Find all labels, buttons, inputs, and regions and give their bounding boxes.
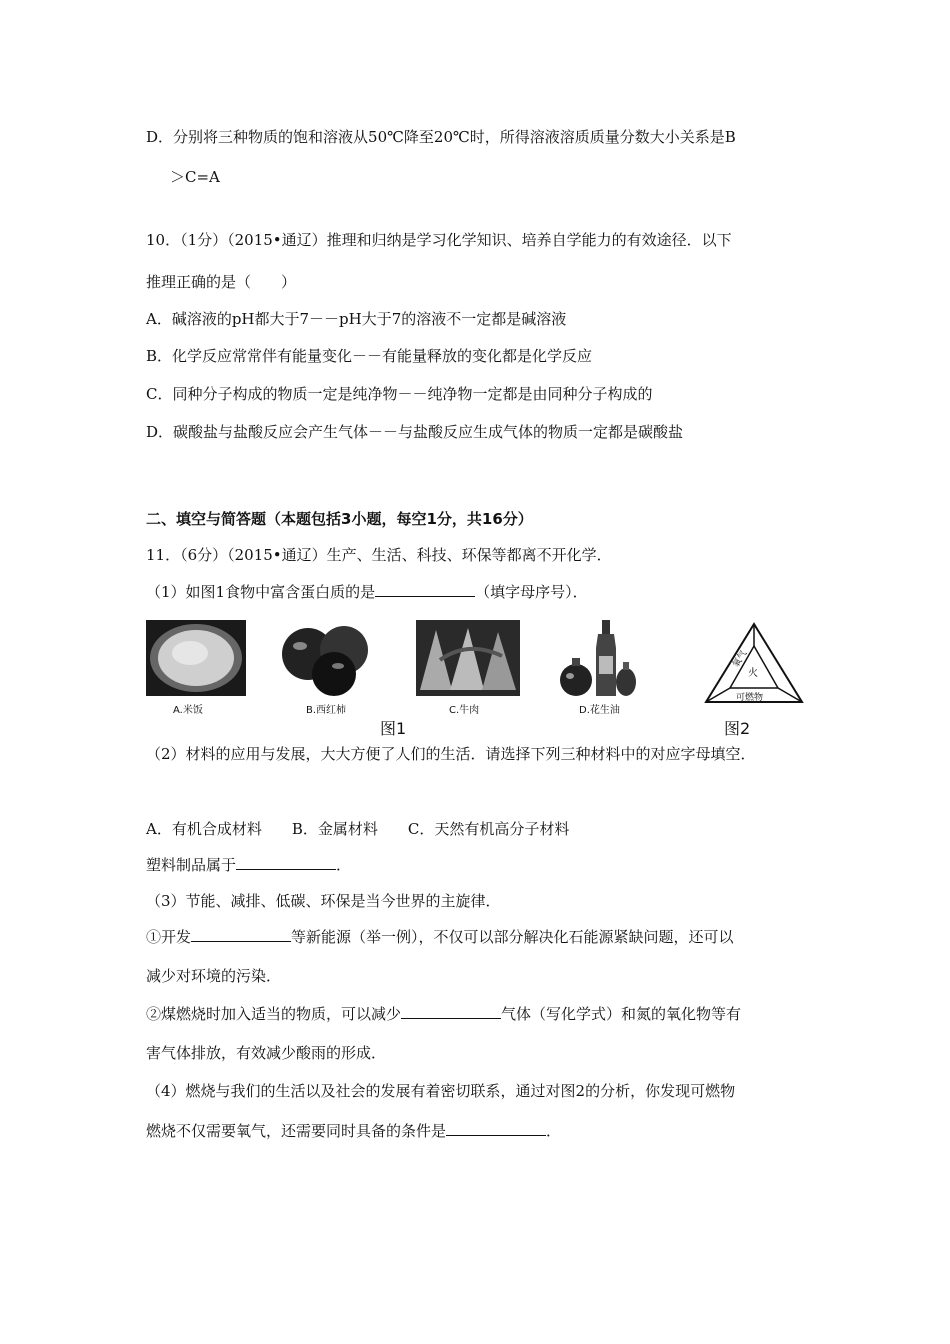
- q10-option-d: D．碳酸盐与盐酸反应会产生气体－－与盐酸反应生成气体的物质一定都是碳酸盐: [146, 423, 684, 441]
- caption-b: B.西红柿: [306, 705, 347, 716]
- q11-part3-i-text: ①开发: [146, 928, 192, 946]
- q10-option-c: C．同种分子构成的物质一定是纯净物－－纯净物一定都是由同种分子构成的: [146, 385, 653, 403]
- q11-part3-ii-text2: 气体（写化学式）和氮的氧化物等有: [501, 1005, 742, 1023]
- q11-part3-ii-line2: 害气体排放，有效减少酸雨的形成．: [146, 1044, 387, 1062]
- q11-part4-suffix: ．: [546, 1122, 562, 1140]
- q9-option-d-line2: ＞C=A: [170, 168, 220, 186]
- q11-part3-ii-text: ②煤燃烧时加入适当的物质，可以减少: [146, 1005, 402, 1023]
- q11-part4-line2: [146, 1121, 561, 1141]
- q11-part2-question: [146, 855, 351, 875]
- q11-part3-i: [146, 927, 734, 947]
- section-heading: 二、填空与简答题（本题包括3小题，每空1分，共16分）: [146, 510, 533, 528]
- beef-image: [416, 620, 520, 696]
- answer-blank[interactable]: [236, 855, 336, 870]
- figure-1-label: 图1: [380, 719, 407, 738]
- q11-part2-line1: （2）材料的应用与发展，大大方便了人们的生活．请选择下列三种材料中的对应字母填空．: [146, 745, 756, 763]
- answer-blank[interactable]: [401, 1004, 501, 1019]
- answer-blank[interactable]: [375, 582, 475, 597]
- q10-option-b: B．化学反应常常伴有能量变化－－有能量释放的变化都是化学反应: [146, 347, 593, 365]
- oil-bottles-image: [556, 620, 638, 698]
- q11-part3-i-line2: 减少对环境的污染．: [146, 967, 282, 985]
- answer-blank[interactable]: [446, 1121, 546, 1136]
- q11-part4-text: 燃烧不仅需要氧气，还需要同时具备的条件是: [146, 1122, 447, 1140]
- q11-part3-ii: [146, 1004, 741, 1024]
- answer-blank[interactable]: [191, 927, 291, 942]
- q11-stem: 11．（6分）（2015•通辽）生产、生活、科技、环保等都离不开化学．: [146, 546, 612, 564]
- q10-option-a: A．碱溶液的pH都大于7－－pH大于7的溶液不一定都是碱溶液: [146, 310, 567, 328]
- q9-option-d-line1: D．分别将三种物质的饱和溶液从50℃降至20℃时，所得溶液溶质质量分数大小关系是B: [146, 128, 736, 146]
- q10-stem-line1: 10．（1分）（2015•通辽）推理和归纳是学习化学知识、培养自学能力的有效途径．以下: [146, 231, 732, 249]
- q11-part3-line1: （3）节能、减排、低碳、环保是当今世界的主旋律．: [146, 892, 501, 910]
- caption-c: C.牛肉: [449, 705, 480, 716]
- q11-part2-text: 塑料制品属于: [146, 856, 237, 874]
- q11-part3-i-text2: 等新能源（举一例），不仅可以部分解决化石能源紧缺问题，还可以: [291, 928, 734, 946]
- figure-2-label: 图2: [724, 719, 751, 738]
- figure-row: [146, 620, 806, 740]
- fig2-fuel-label: 可燃物: [736, 693, 764, 703]
- q11-part1-text: （1）如图1食物中富含蛋白质的是: [146, 583, 376, 601]
- fire-triangle-diagram: [702, 620, 806, 706]
- fig2-fire-label: 火: [748, 668, 758, 679]
- q11-part1-suffix: （填字母序号）．: [475, 583, 588, 601]
- q10-stem-line2: 推理正确的是（ ）: [146, 273, 297, 291]
- fig2-oxygen-label: 氧气: [731, 649, 750, 670]
- caption-d: D.花生油: [579, 705, 620, 716]
- caption-a: A.米饭: [173, 705, 203, 716]
- rice-image: [146, 620, 246, 696]
- q11-part1: [146, 582, 588, 602]
- q11-part2-options: A．有机合成材料 B．金属材料 C．天然有机高分子材料: [146, 820, 570, 838]
- tomato-image: [278, 620, 378, 698]
- q11-part4-line1: （4）燃烧与我们的生活以及社会的发展有着密切联系，通过对图2的分析，你发现可燃物: [146, 1082, 736, 1100]
- q11-part2-suffix: ．: [336, 856, 352, 874]
